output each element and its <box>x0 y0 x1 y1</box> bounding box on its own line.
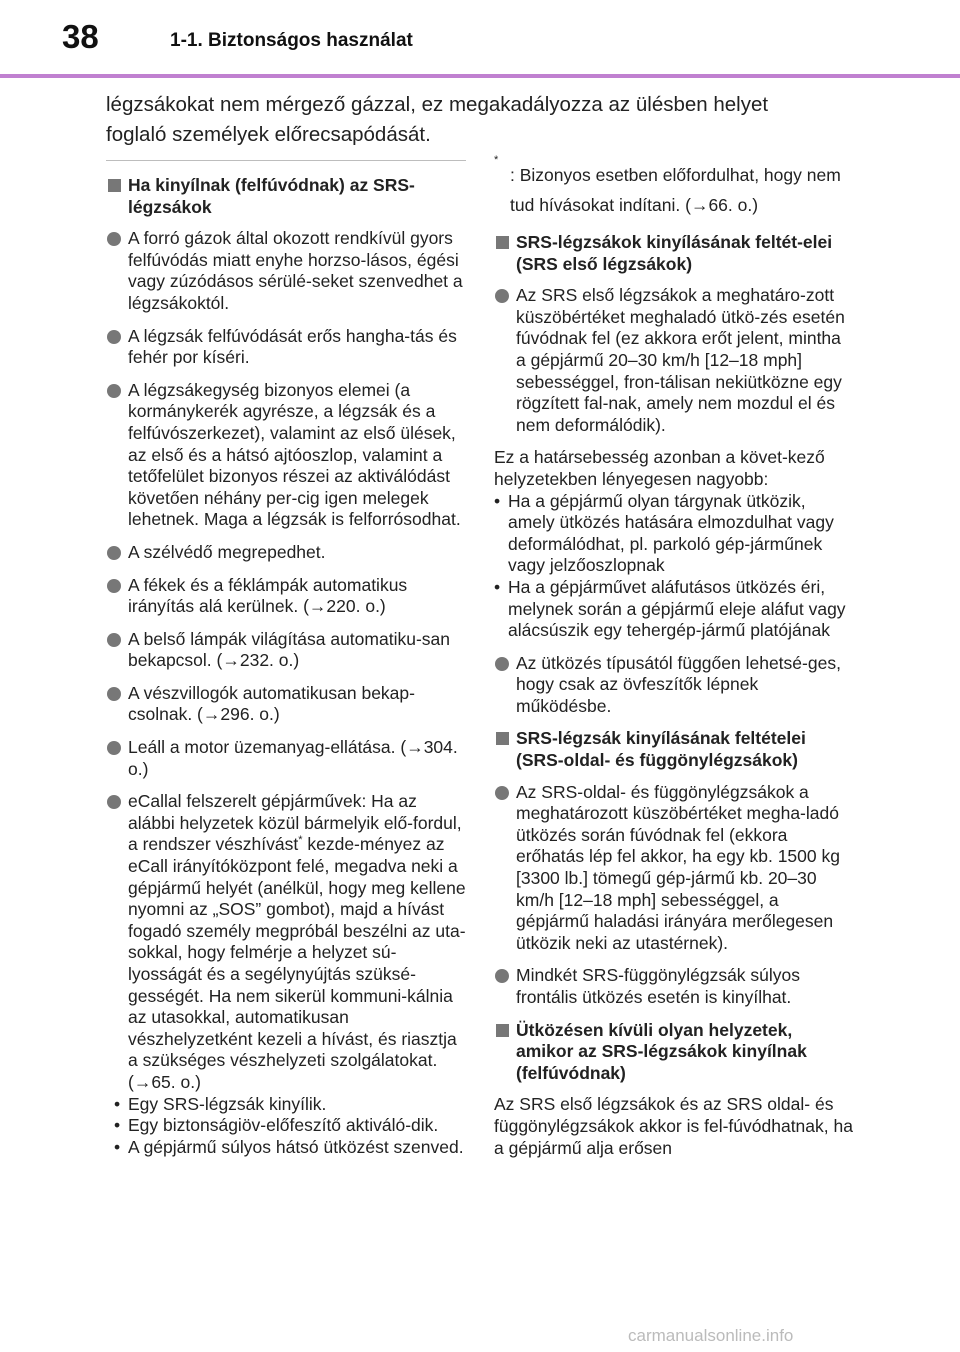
square-bullet-icon <box>496 732 509 745</box>
sub-item: • Egy biztonságiöv-előfeszítő aktiváló-dik. <box>114 1115 439 1136</box>
square-bullet-icon <box>496 1024 509 1037</box>
list-item-text: Az ütközés típusától függően lehetsé-ges, hogy csak az övfeszítők lépnek működésbe. <box>516 652 841 716</box>
sub-item: • Ha a gépjárművet aláfutásos ütközés éri, melynek során a gépjármű eleje aláfut vagy alácsúszik egy tehergép-jármű platójának <box>494 576 846 641</box>
circle-bullet-icon <box>107 741 121 755</box>
heading-side-conditions <box>494 728 854 771</box>
heading-text: Ütközésen kívüli olyan helyzetek, amikor az SRS-légzsákok kinyílnak (felfúvódnak) <box>516 1019 807 1083</box>
list-item <box>106 326 466 369</box>
list-item-text: kezde-ményez az eCall irányítóközpont felé, megadva neki a gépjármű helyét (anélkül, hogy meg kellene nyomni az „SOS” gombot), majd a hívást fogadó személy megpróbál beszélni az uta-sokkal, hogy felmérje a helyzet sú-lyosságát és a segélynyújtás szüksé-gességét. Ha nem sikerül kommuni-kálnia az utasokkal, automatikusan vészhelyzetként kezeli a hívást, és riasztja a szükséges vészhelyzeti szolgálatokat. (→65. o.) <box>128 834 466 1092</box>
paragraph <box>494 1094 854 1159</box>
list-item-text: A belső lámpák világítása automatiku-san bekapcsol. (→232. o.) <box>128 628 450 671</box>
list-item-text: A légzsákegység bizonyos elemei (a kormánykerék agyrésze, a légzsák és a felfúvószerkezet), valamint az első ülések, az első és a hátsó ajtóoszlop, valamint a tetőfelület bizonyos részei az aktiválódást követően néhány per-cig igen melegek lehetnek. Maga a légzsák is felforrósodhat. <box>128 379 461 530</box>
circle-bullet-icon <box>495 657 509 671</box>
circle-bullet-icon <box>107 579 121 593</box>
circle-bullet-icon <box>107 232 121 246</box>
heading-deployment <box>106 175 466 218</box>
intro-line-1: légzsákokat nem mérgező gázzal, ez megakadályozza az ülésben helyet <box>106 93 769 116</box>
list-item <box>106 683 466 726</box>
list-item-text: A forró gázok által okozott rendkívül gyors felfúvódás miatt enyhe horzso-lásos, égési vagy zúzódásos sérülé-seket szenvedhet a légzsákoktól. <box>128 228 463 313</box>
heading-text: SRS-légzsák kinyílásának feltételei (SRS-oldal- és függönylégzsákok) <box>516 728 806 771</box>
header-rule <box>0 74 960 78</box>
watermark: carmanualsonline.info <box>628 1326 794 1345</box>
list-item-text: Leáll a motor üzemanyag-ellátása. (→304. o.) <box>128 737 458 779</box>
heading-non-collision <box>494 1020 854 1085</box>
list-item <box>106 228 466 314</box>
circle-bullet-icon <box>107 633 121 647</box>
list-item <box>106 542 466 564</box>
square-bullet-icon <box>108 179 121 192</box>
list-item <box>494 965 854 1008</box>
circle-bullet-icon <box>107 795 121 809</box>
left-column <box>106 160 466 1169</box>
sub-item: • A gépjármű súlyos hátsó ütközést szenved. <box>114 1136 464 1157</box>
sub-list <box>114 1093 466 1159</box>
list-item <box>494 285 854 436</box>
footnote-text: : Bizonyos esetben előfordulhat, hogy nem tud hívásokat indítani. (→66. o.) <box>510 165 841 215</box>
intro-text <box>106 90 886 150</box>
paragraph-text: Ez a határsebesség azonban a követ-kező helyzetekben lényegesen nagyobb: <box>494 447 825 489</box>
paragraph-text: Az SRS első légzsákok és az SRS oldal- és függönylégzsákok akkor is fel-fúvódhatnak, ha a gépjármű alja erősen <box>494 1094 853 1158</box>
column-divider <box>106 160 466 161</box>
heading-text: Ha kinyílnak (felfúvódnak) az SRS-légzsákok <box>128 175 415 217</box>
sub-list <box>494 490 854 642</box>
list-item-text: Mindkét SRS-függönylégzsák súlyos frontális ütközés esetén is kinyílhat. <box>516 965 801 1007</box>
page-header <box>0 0 960 78</box>
circle-bullet-icon <box>107 384 121 398</box>
list-item-text: A vészvillogók automatikusan bekap-csolnak. (→296. o.) <box>128 682 415 725</box>
list-item-text: Az SRS első légzsákok a meghatáro-zott küszöbértéket meghaladó ütkö-zés esetén fúvódnak fel (ez akkora erőt jelent, mintha a gépjármű 20–30 km/h [12–18 mph] sebességgel, fron-tálisan nekiütközne egy rögzített fal-nak, amely nem mozdul el és nem deformálódik). <box>516 285 845 435</box>
circle-bullet-icon <box>107 546 121 560</box>
list-item <box>106 737 466 780</box>
sub-item: • Egy SRS-légzsák kinyílik. <box>114 1093 327 1114</box>
list-item <box>106 575 466 618</box>
list-item-text: Az SRS-oldal- és függönylégzsákok a meghatározott küszöbértéket megha-ladó ütközés során fúvódnak fel (ekkora erőhatás lép fel akkor, ha egy kb. 1500 kg [3300 lb.] tömegű gép-jármű kb. 20–30 km/h [12–18 mph] sebességgel, a gépjármű haladási irányára merőlegesen ütközik neki az utastérnek). <box>516 781 840 953</box>
intro-line-2: foglaló személyek előrecsapódását. <box>106 123 431 146</box>
section-title: 1-1. Biztonságos használat <box>170 30 413 51</box>
page-number: 38 <box>62 18 99 55</box>
list-item <box>494 653 854 718</box>
sub-item: • Ha a gépjármű olyan tárgynak ütközik, amely ütközés hatására elmozdulhat vagy deformálódhat, pl. parkoló gép-járműnek vagy jelzőoszlopnak <box>494 490 834 576</box>
circle-bullet-icon <box>107 330 121 344</box>
right-column <box>494 154 854 1170</box>
circle-bullet-icon <box>495 289 509 303</box>
list-item <box>106 380 466 531</box>
heading-text: SRS-légzsákok kinyílásának feltét-elei (SRS első légzsákok) <box>516 232 833 274</box>
list-item <box>494 782 854 955</box>
footnote: * : Bizonyos esetben előfordulhat, hogy nem tud hívásokat indítani. (→66. o.) <box>494 154 841 215</box>
circle-bullet-icon <box>107 687 121 701</box>
list-item-ecall <box>106 791 466 1158</box>
heading-front-conditions <box>494 232 854 275</box>
list-item-text: A fékek és a féklámpák automatikus irányítás alá kerülnek. (→220. o.) <box>128 574 408 617</box>
circle-bullet-icon <box>495 786 509 800</box>
list-item-text: A szélvédő megrepedhet. <box>128 541 326 562</box>
list-item-text: A légzsák felfúvódását erős hangha-tás és fehér por kíséri. <box>128 325 457 368</box>
list-item <box>106 629 466 672</box>
list-item-text: eCallal felszerelt gépjárművek: Ha az alábbi helyzetek közül bármelyik elő-fordul, a rendszer vészhívást <box>128 791 462 855</box>
square-bullet-icon <box>496 236 509 249</box>
paragraph <box>494 447 854 641</box>
circle-bullet-icon <box>495 969 509 983</box>
footnote-marker: * <box>298 834 303 847</box>
